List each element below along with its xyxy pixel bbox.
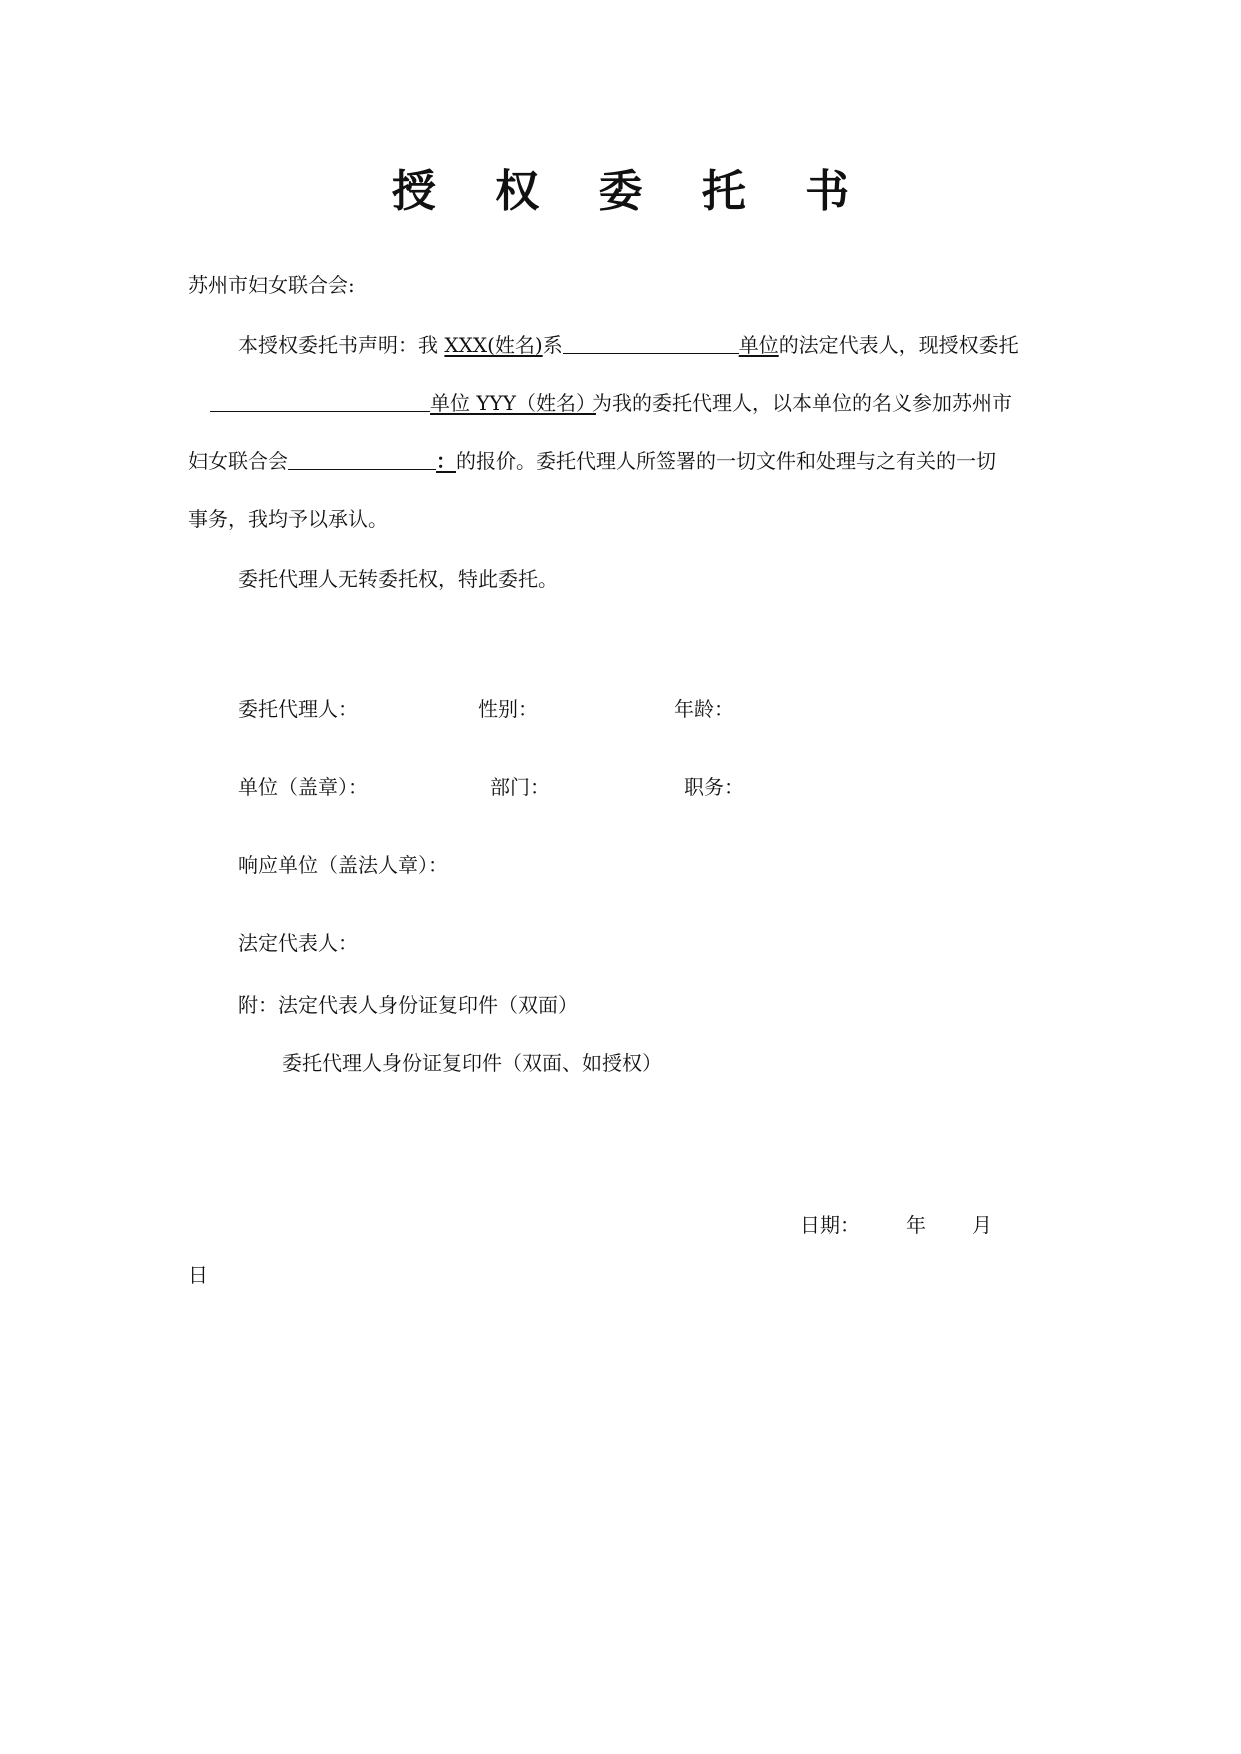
date-day: 日 bbox=[188, 1263, 208, 1287]
document-title: 授 权 委 托 书 bbox=[391, 166, 872, 217]
unit-blank-1 bbox=[563, 333, 739, 354]
attachment-line-2: 委托代理人身份证复印件（双面、如授权） bbox=[282, 1051, 662, 1075]
paragraph-1-intro: 本授权委托书声明：我 bbox=[238, 333, 445, 357]
date-year: 年 bbox=[906, 1213, 926, 1237]
gender-label: 性别： bbox=[478, 697, 538, 721]
paragraph-1-line-4: 事务，我均予以承认。 bbox=[188, 507, 388, 531]
age-label: 年龄： bbox=[674, 697, 734, 721]
unit-blank-2 bbox=[210, 391, 430, 412]
paragraph-1-line-2-tail: 为我的委托代理人，以本单位的名义参加苏州市 bbox=[592, 391, 1012, 415]
position-label: 职务： bbox=[684, 775, 744, 799]
agent-label: 委托代理人： bbox=[238, 697, 358, 721]
project-colon: ： bbox=[436, 449, 456, 473]
project-blank bbox=[288, 449, 436, 470]
unit-label-1: 单位 bbox=[738, 333, 779, 357]
responder-label: 响应单位（盖法人章）： bbox=[238, 853, 448, 877]
paragraph-1-line-1 bbox=[238, 332, 1019, 358]
paragraph-1-xi: 系 bbox=[542, 333, 563, 357]
unit-seal-label: 单位（盖章）： bbox=[238, 775, 368, 799]
paragraph-1-legal: 的法定代表人，现授权委托 bbox=[778, 333, 1019, 357]
legal-rep-label: 法定代表人： bbox=[238, 931, 358, 955]
department-label: 部门： bbox=[490, 775, 550, 799]
date-label: 日期： bbox=[800, 1213, 860, 1237]
paragraph-1-line-3: 妇女联合会 ：的报价。委托代理人所签署的一切文件和处理与之有关的一切 bbox=[188, 449, 996, 473]
paragraph-2: 委托代理人无转委托权，特此委托。 bbox=[238, 567, 558, 591]
date-month: 月 bbox=[972, 1213, 992, 1237]
agent-unit-name: 单位 YYY（姓名） bbox=[430, 391, 596, 415]
attachment-line-1: 附：法定代表人身份证复印件（双面） bbox=[238, 993, 578, 1017]
name-placeholder: XXX(姓名) bbox=[444, 333, 543, 357]
addressee: 苏州市妇女联合会: bbox=[188, 273, 355, 297]
